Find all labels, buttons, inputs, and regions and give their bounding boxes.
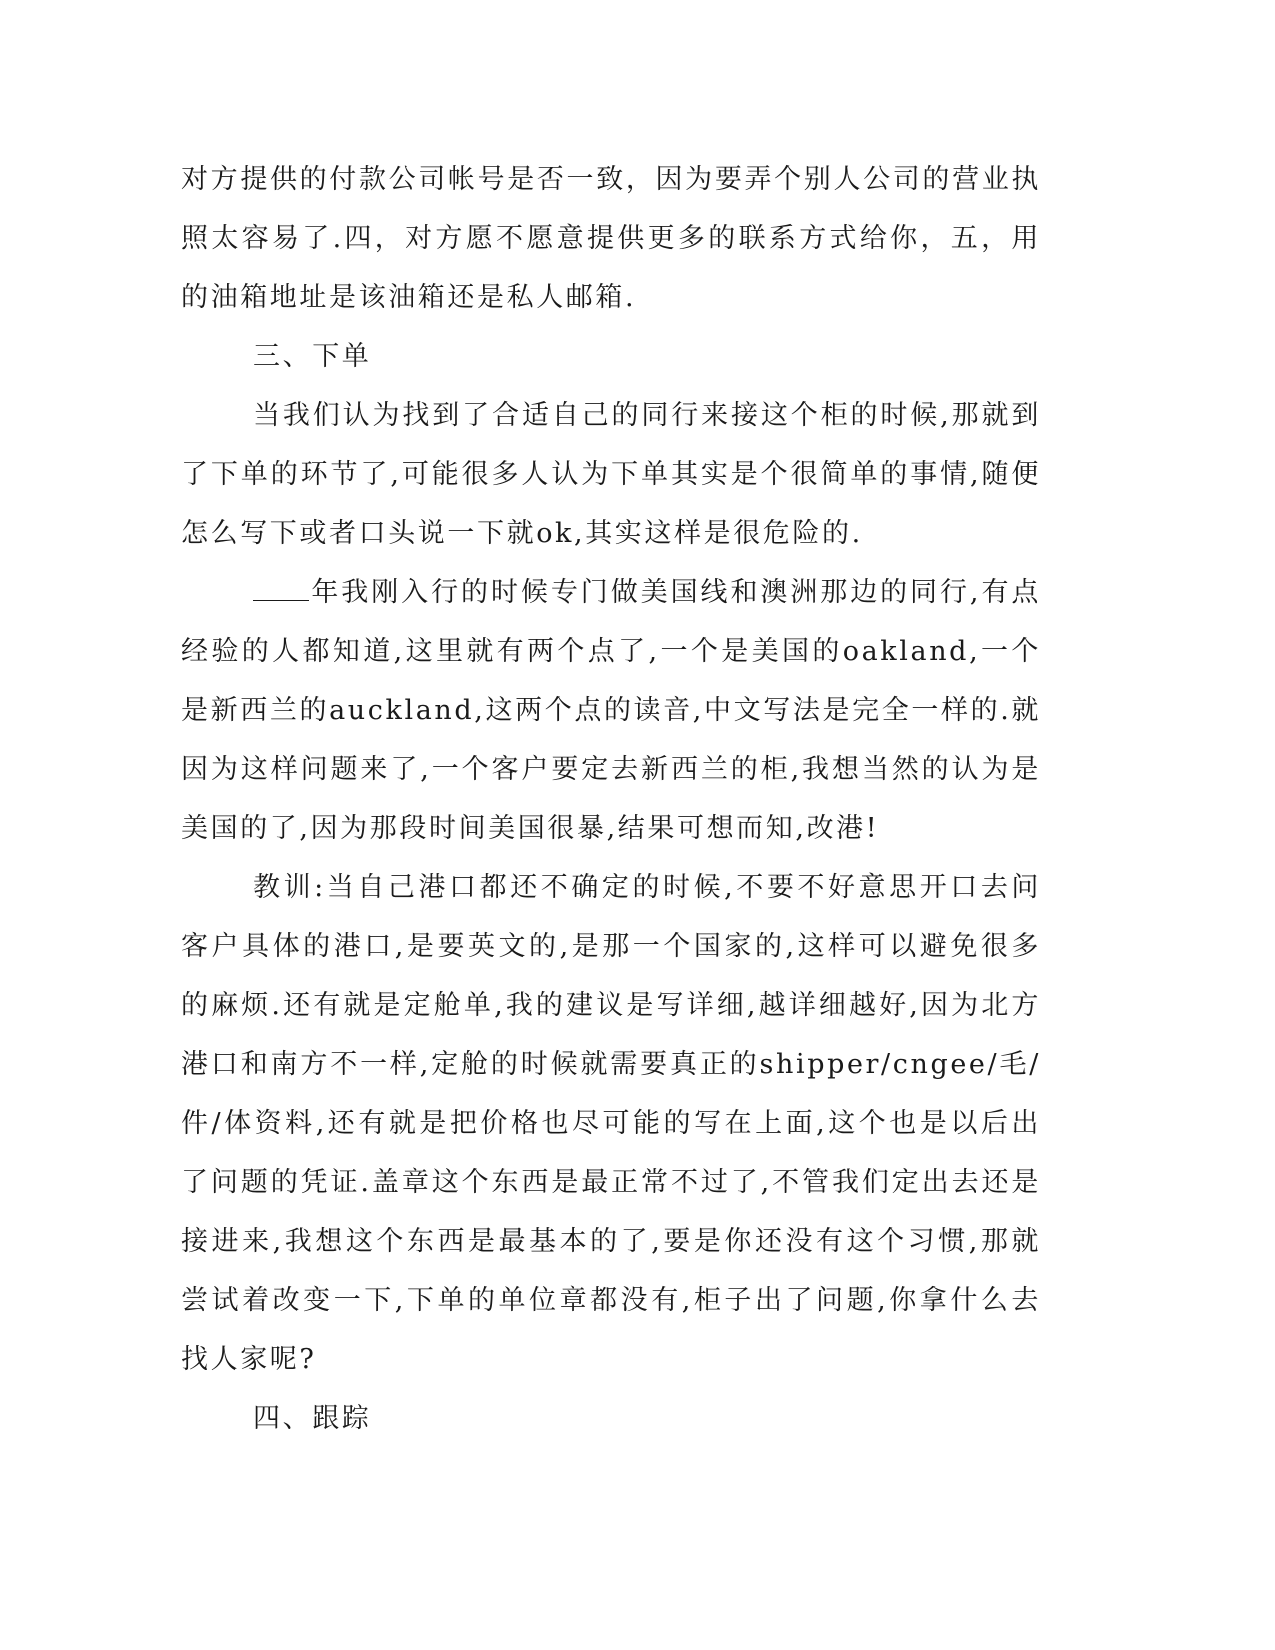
paragraph-oakland-auckland — [181, 563, 1041, 858]
document-page — [181, 150, 1041, 1448]
paragraph-lesson: 教训:当自己港口都还不确定的时候,不要不好意思开口去问客户具体的港口,是要英文的,是那一个国家的,这样可以避免很多的麻烦.还有就是定舱单,我的建议是写详细,越详细越好,因为北方港口和南方不一样,定舱的时候就需要真正的shipper/cngee/毛/件/体资料,还有就是把价格也尽可能的写在上面,这个也是以后出了问题的凭证.盖章这个东西是最正常不过了,不管我们定出去还是接进来,我想这个东西是最基本的了,要是你还没有这个习惯,那就尝试着改变一下,下单的单位章都没有,柜子出了问题,你拿什么去找人家呢? — [181, 872, 1041, 1375]
year-blank — [253, 578, 309, 601]
paragraph-place-order-intro: 当我们认为找到了合适自己的同行来接这个柜的时候,那就到了下单的环节了,可能很多人认为下单其实是个很简单的事情,随便怎么写下或者口头说一下就ok,其实这样是很危险的. — [181, 400, 1041, 549]
paragraph-oakland-auckland-text: 年我刚入行的时候专门做美国线和澳洲那边的同行,有点经验的人都知道,这里就有两个点了,一个是美国的oakland,一个是新西兰的auckland,这两个点的读音,中文写法是完全一样的.就因为这样问题来了,一个客户要定去新西兰的柜,我想当然的认为是美国的了,因为那段时间美国很暴,结果可想而知,改港! — [181, 577, 1041, 844]
section-heading-place-order: 三、下单 — [253, 341, 372, 372]
paragraph-payment-check: 对方提供的付款公司帐号是否一致，因为要弄个别人公司的营业执照太容易了.四，对方愿不愿意提供更多的联系方式给你，五，用的油箱地址是该油箱还是私人邮箱. — [181, 164, 1041, 313]
section-heading-tracking: 四、跟踪 — [253, 1403, 372, 1434]
